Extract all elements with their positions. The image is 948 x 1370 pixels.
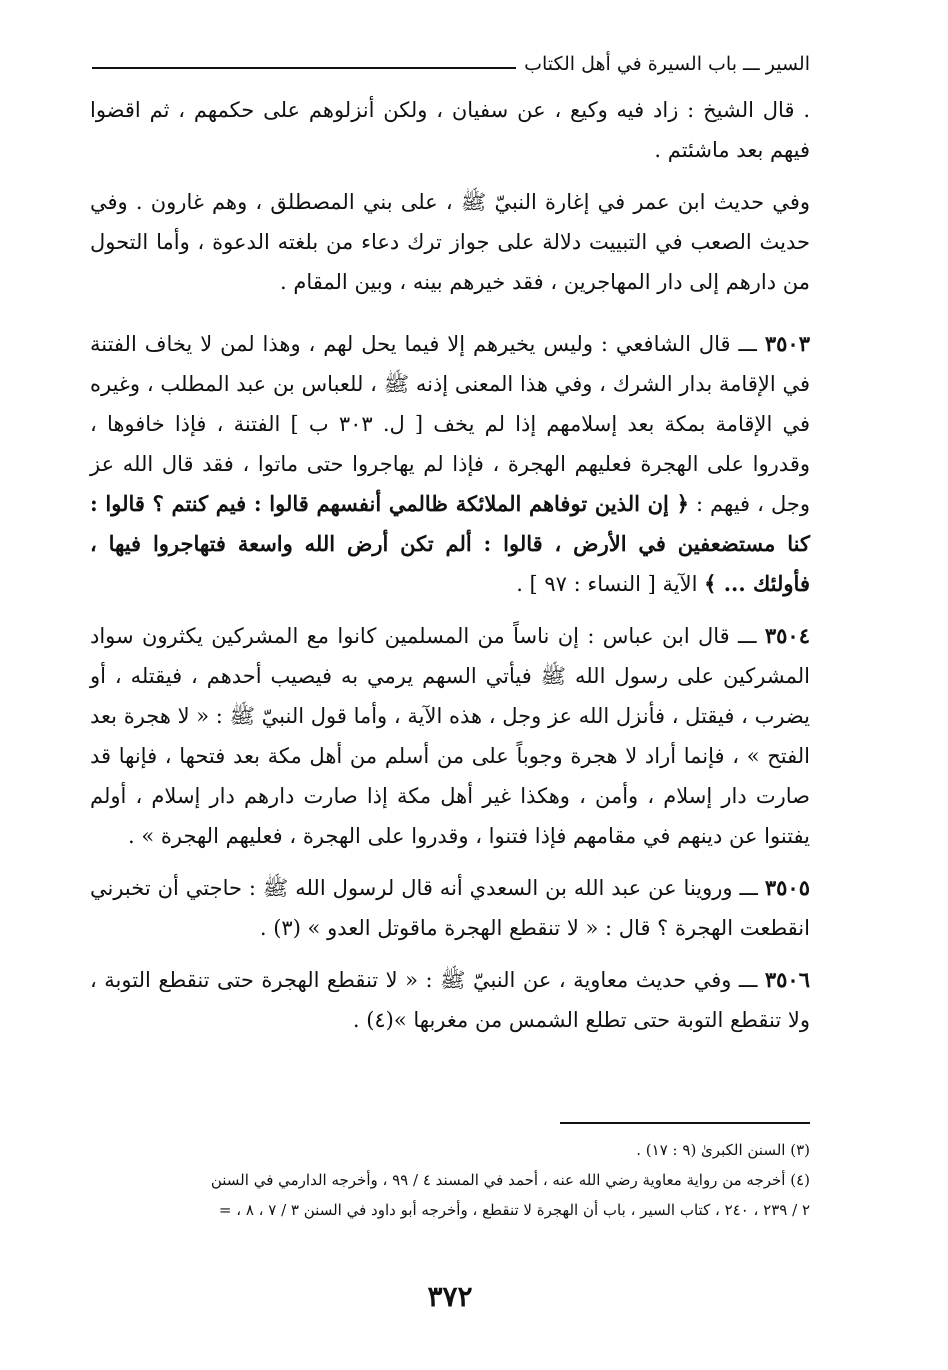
footnotes	[90, 1135, 810, 1225]
running-head	[90, 50, 810, 90]
hadith-number: ٣٥٠٣	[764, 331, 810, 356]
hadith-number: ٣٥٠٤	[764, 623, 810, 648]
paragraph-3506	[90, 960, 810, 1040]
hadith-text: ـــ قال الشافعي : وليس يخيرهم إلا فيما يحل لهم ، وهذا لمن لا يخاف الفتنة في الإقامة بدار الشرك ، وفي هذا المعنى إذنه ﷺ ، للعباس بن عبد المطلب ، وغيره في الإقامة بمكة بعد إسلامهم إذا لم يخف [ ل. ٣٠٣ ب ] الفتنة ، فإذا خافوها ، وقدروا على الهجرة فعليهم الهجرة ، فإذا لم يهاجروا حتى ماتوا ، فقد قال الله عز وجل ، فيهم :	[90, 332, 810, 516]
hadith-text: ـــ وفي حديث معاوية ، عن النبيّ ﷺ : « لا تنقطع الهجرة حتى تنقطع التوبة ، ولا تنقطع التوبة حتى تطلع الشمس من مغربها »(٤) .	[90, 968, 810, 1032]
footnote-4-line-1: (٤) أخرجه من رواية معاوية رضي الله عنه ، أحمد في المسند ٤ / ٩٩ ، وأخرجه الدارمي في السنن	[210, 1171, 810, 1189]
footnote-3: (٣) السنن الكبرىٰ (٩ : ١٧) .	[636, 1141, 810, 1159]
footnote-rule	[560, 1122, 810, 1124]
main-text	[90, 90, 810, 1052]
verse-reference: الآية [ النساء : ٩٧ ] .	[516, 572, 698, 596]
paragraph-sheikh-note: . قال الشيخ : زاد فيه وكيع ، عن سفيان ، ولكن أنزلوهم على حكمهم ، ثم اقضوا فيهم بعد ماشئتم .	[90, 98, 810, 162]
page-number: ٣٧٢	[427, 1280, 473, 1313]
quran-verse: ﴿ إن الذين توفاهم الملائكة ظالمي أنفسهم قالوا : فيم كنتم ؟ قالوا : كنا مستضعفين في الأرض ، قالوا : ألم تكن أرض الله واسعة فتهاجروا فيها ، فأولئك ... ﴾	[90, 491, 810, 596]
paragraph-3503	[90, 324, 810, 604]
hadith-number: ٣٥٠٥	[764, 875, 810, 900]
paragraph-3505	[90, 868, 810, 948]
book-page	[90, 40, 810, 1340]
paragraph-ibn-umar: وفي حديث ابن عمر في إغارة النبيّ ﷺ ، على بني المصطلق ، وهم غارون . وفي حديث الصعب في التبييت دلالة على جواز ترك دعاء من بلغته الدعوة ، وأما التحول من دارهم إلى دار المهاجرين ، فقد خيرهم بينه ، وبين المقام .	[90, 190, 810, 294]
footnote-4-line-2: ٢ / ٢٣٩ ، ٢٤٠ ، كتاب السير ، باب أن الهجرة لا تنقطع ، وأخرجه أبو داود في السنن ٣ / ٧ ، ٨ ، =	[218, 1201, 810, 1219]
hadith-text: ـــ قال ابن عباس : إن ناساً من المسلمين كانوا مع المشركين يكثرون سواد المشركين على رسول الله ﷺ فيأتي السهم يرمي به فيصيب أحدهم ، فيقتله ، أو يضرب ، فيقتل ، فأنزل الله عز وجل ، هذه الآية ، وأما قول النبيّ ﷺ : « لا هجرة بعد الفتح » ، فإنما أراد لا هجرة وجوباً على من أسلم من أهل مكة بعد فتحها ، فإنها قد صارت دار إسلام ، وأمن ، وهكذا غير أهل مكة إذا صارت دارهم دار إسلام ، أولم يفتنوا عن دينهم في مقامهم فإذا فتنوا ، وقدروا على الهجرة ، فعليهم الهجرة » .	[90, 624, 810, 848]
paragraph-3504	[90, 616, 810, 856]
header-rule	[92, 67, 562, 69]
hadith-number: ٣٥٠٦	[764, 967, 810, 992]
running-head-title: السير ـــ باب السيرة في أهل الكتاب	[516, 50, 810, 78]
hadith-text: ـــ وروينا عن عبد الله بن السعدي أنه قال لرسول الله ﷺ : حاجتي أن تخبرني انقطعت الهجرة ؟ قال : « لا تنقطع الهجرة ماقوتل العدو » (٣) .	[90, 876, 810, 940]
